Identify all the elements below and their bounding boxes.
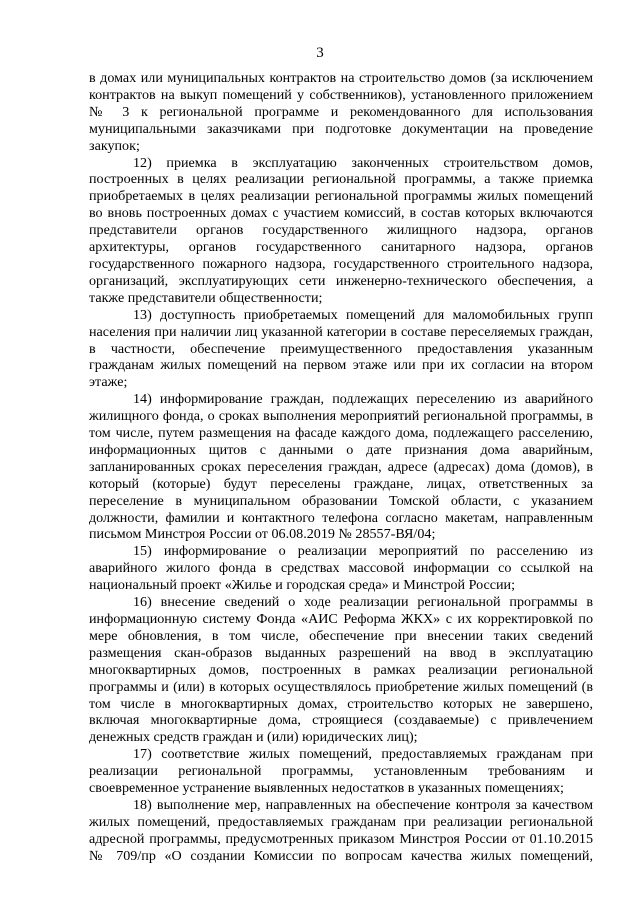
- page-number: 3: [316, 45, 324, 61]
- paragraph-item-14: 14) информирование граждан, подлежащих переселению из аварийного жилищного фонда, о сроках выполнения мероприятий региональной программы, в том числе, путем размещения на фасаде каждого дома, подлежащего расселению, информационных щитов с данными о дате признания дома аварийным, запланированных сроках переселения граждан, адресе (адресах) дома (домов), в который (которые) будут переселены граждане, лицах, ответственных за переселение в муниципальном образовании Томской области, с указанием должности, фамилии и контактного телефона согласно макетам, направленным письмом Минстроя России от 06.08.2019 № 28557-ВЯ/04;: [89, 391, 593, 543]
- paragraph-item-13: 13) доступность приобретаемых помещений для маломобильных групп населения при наличии лиц указанной категории в составе переселяемых граждан, в частности, обеспечение преимущественного предоставления указанным гражданам жилых помещений на первом этаже или при их согласии на втором этаже;: [89, 306, 593, 391]
- paragraph-item-17: 17) соответствие жилых помещений, предоставляемых гражданам при реализации региональной программы, установленным требованиям и своевременное устранение выявленных недостатков в указанных помещениях;: [89, 746, 593, 797]
- paragraph-continuation: в домах или муниципальных контрактов на строительство домов (за исключением контрактов на выкуп помещений у собственников), установленного приложением № 3 к региональной программе и рекомендованного для использования муниципальными заказчиками при подготовке документации на проведение закупок;: [89, 70, 593, 154]
- paragraph-item-15: 15) информирование о реализации мероприятий по расселению из аварийного жилого фонда в средствах массовой информации со ссылкой на национальный проект «Жилье и городская среда» и Минстрой России;: [89, 543, 593, 594]
- paragraph-item-16: 16) внесение сведений о ходе реализации региональной программы в информационную систему Фонда «АИС Реформа ЖКХ» с их корректировкой по мере обновления, в том числе, обеспечение при внесении таких сведений размещения скан-образов выданных разрешений на ввод в эксплуатацию многоквартирных домов, построенных в рамках реализации региональной программы и (или) в которых осуществлялось приобретение жилых помещений (в том числе в многоквартирных домах, строительство которых не завершено, включая многоквартирные дома, строящиеся (создаваемые) с привлечением денежных средств граждан и (или) юридических лиц);: [89, 594, 593, 746]
- paragraph-item-12: 12) приемка в эксплуатацию законченных строительством домов, построенных в целях реализации региональной программы, а также приемка приобретаемых в целях реализации региональной программы жилых помещений во вновь построенных домах с участием комиссий, в состав которых включаются представители органов государственного жилищного надзора, органов архитектуры, органов государственного санитарного надзора, органов государственного пожарного надзора, государственного строительного надзора, организаций, эксплуатирующих сети инженерно-технического обеспечения, а также представители общественности;: [89, 154, 593, 306]
- document-body: [89, 70, 593, 865]
- paragraph-item-18: 18) выполнение мер, направленных на обеспечение контроля за качеством жилых помещений, предоставляемых гражданам при реализации региональной адресной программы, предусмотренных приказом Минстроя России от 01.10.2015 № 709/пр «О создании Комиссии по вопросам качества жилых помещений,: [89, 796, 593, 864]
